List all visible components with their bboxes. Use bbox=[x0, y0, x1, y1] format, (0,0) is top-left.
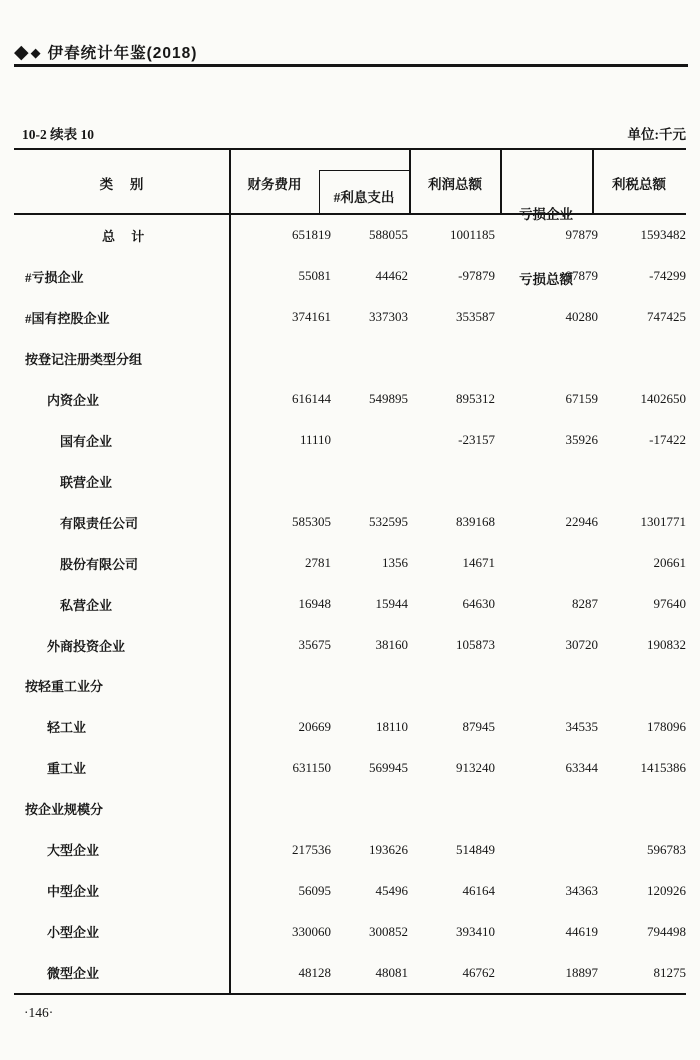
cell-value: 18110 bbox=[375, 718, 408, 734]
diamond-icon-small: ◆ bbox=[30, 44, 42, 60]
row-label: 小型企业 bbox=[47, 925, 100, 941]
table-row bbox=[14, 747, 686, 788]
table-row bbox=[14, 952, 686, 993]
diamond-icon-large: ◆ bbox=[14, 41, 30, 63]
cell-value: -74299 bbox=[649, 268, 686, 284]
loss-header-line2: 亏损总额 bbox=[519, 271, 573, 287]
row-values bbox=[230, 760, 686, 776]
cell-value: 193626 bbox=[369, 841, 408, 857]
cell-value: 374161 bbox=[292, 309, 331, 325]
cell-value: 34535 bbox=[565, 718, 598, 734]
unit-label: 单位:千元 bbox=[627, 127, 686, 142]
cell-value: 300852 bbox=[369, 923, 408, 939]
cell-value: 44462 bbox=[375, 268, 408, 284]
row-values bbox=[230, 555, 686, 571]
column-header-interest-expense: #利息支出 bbox=[333, 190, 395, 205]
cell-value: 178096 bbox=[647, 718, 686, 734]
cell-value: 22946 bbox=[565, 514, 598, 530]
table-bottom-rule bbox=[14, 993, 686, 995]
row-label: 私营企业 bbox=[60, 597, 113, 613]
table-row bbox=[14, 420, 686, 461]
cell-value: 48128 bbox=[298, 964, 331, 980]
row-values bbox=[230, 432, 686, 448]
cell-value: 46164 bbox=[462, 882, 495, 898]
row-label: 股份有限公司 bbox=[60, 556, 139, 572]
cell-value: 18897 bbox=[565, 964, 598, 980]
cell-value: -97879 bbox=[458, 268, 495, 284]
cell-value: 35675 bbox=[298, 637, 331, 652]
row-label: 按登记注册类型分组 bbox=[25, 351, 143, 367]
table-row bbox=[14, 665, 686, 706]
row-values bbox=[230, 227, 686, 243]
row-label: #亏损企业 bbox=[25, 269, 84, 285]
row-label: #国有控股企业 bbox=[25, 310, 110, 326]
cell-value: 549895 bbox=[369, 391, 408, 407]
table-rows bbox=[14, 215, 686, 993]
row-label: 国有企业 bbox=[60, 433, 113, 449]
cell-value: 190832 bbox=[647, 637, 686, 652]
table-row bbox=[14, 829, 686, 870]
cell-value: 217536 bbox=[292, 841, 331, 857]
cell-value: -23157 bbox=[458, 432, 495, 448]
brand-title: 伊春统计年鉴(2018) bbox=[47, 45, 198, 62]
row-values bbox=[230, 391, 686, 407]
row-values bbox=[230, 268, 686, 284]
cell-value: 20661 bbox=[653, 555, 686, 571]
cell-value: 120926 bbox=[647, 882, 686, 898]
cell-value: 87945 bbox=[462, 718, 495, 734]
cell-value: 44619 bbox=[565, 923, 598, 939]
cell-value: 1356 bbox=[382, 555, 408, 571]
row-values bbox=[230, 309, 686, 325]
loss-header-line1: 亏损企业 bbox=[519, 207, 573, 223]
row-label: 联营企业 bbox=[60, 474, 113, 490]
cell-value: 1001185 bbox=[449, 227, 495, 243]
cell-value: 97879 bbox=[565, 268, 598, 284]
row-label: 按轻重工业分 bbox=[25, 679, 104, 695]
row-label: 内资企业 bbox=[47, 392, 100, 408]
row-label: 大型企业 bbox=[47, 843, 100, 859]
table-row bbox=[14, 297, 686, 338]
table-top-rule bbox=[14, 148, 686, 150]
table-row bbox=[14, 256, 686, 297]
page-number: ·146· bbox=[24, 1005, 54, 1020]
cell-value: 588055 bbox=[369, 227, 408, 243]
cell-value: 11110 bbox=[299, 432, 331, 448]
row-values bbox=[230, 883, 686, 899]
cell-value: 585305 bbox=[292, 514, 331, 530]
row-label: 微型企业 bbox=[47, 966, 100, 982]
row-values bbox=[230, 842, 686, 858]
cell-value: 913240 bbox=[456, 759, 495, 775]
cell-value: 895312 bbox=[456, 391, 495, 407]
cell-value: -17422 bbox=[649, 432, 686, 448]
cell-value: 45496 bbox=[375, 882, 408, 898]
cell-value: 1301771 bbox=[640, 514, 686, 530]
row-values bbox=[230, 596, 686, 612]
cell-value: 794498 bbox=[647, 923, 686, 939]
cell-value: 35926 bbox=[565, 432, 598, 448]
cell-value: 2781 bbox=[305, 555, 331, 571]
cell-value: 631150 bbox=[292, 759, 331, 775]
cell-value: 616144 bbox=[292, 391, 331, 407]
column-header-category: 类 别 bbox=[99, 177, 144, 192]
table-row bbox=[14, 215, 686, 256]
cell-value: 532595 bbox=[369, 514, 408, 530]
cell-value: 596783 bbox=[647, 841, 686, 857]
table-row bbox=[14, 911, 686, 952]
cell-value: 63344 bbox=[565, 759, 598, 775]
cell-value: 81275 bbox=[653, 964, 686, 980]
table-row bbox=[14, 870, 686, 911]
cell-value: 569945 bbox=[369, 759, 408, 775]
row-label: 重工业 bbox=[47, 761, 87, 777]
cell-value: 20669 bbox=[298, 718, 331, 734]
cell-value: 651819 bbox=[292, 227, 331, 243]
table-row bbox=[14, 788, 686, 829]
cell-value: 46762 bbox=[462, 964, 495, 980]
row-values bbox=[230, 637, 686, 653]
table-row bbox=[14, 338, 686, 379]
table-row bbox=[14, 584, 686, 625]
row-values bbox=[230, 514, 686, 530]
cell-value: 48081 bbox=[375, 964, 408, 980]
row-values bbox=[230, 965, 686, 981]
table-row bbox=[14, 461, 686, 502]
table-row bbox=[14, 502, 686, 543]
cell-value: 56095 bbox=[298, 882, 331, 898]
cell-value: 55081 bbox=[298, 268, 331, 284]
row-values bbox=[230, 719, 686, 735]
brand-header bbox=[14, 41, 197, 63]
column-header-profit-tax: 利税总额 bbox=[612, 177, 666, 192]
cell-value: 30720 bbox=[565, 637, 598, 652]
cell-value: 14671 bbox=[462, 555, 495, 571]
column-header-finance-expense: 财务费用 bbox=[247, 177, 302, 192]
row-label: 有限责任公司 bbox=[60, 515, 139, 531]
table-caption: 10-2 续表 10 bbox=[22, 127, 94, 142]
cell-value: 97640 bbox=[653, 596, 686, 612]
cell-value bbox=[495, 555, 598, 571]
cell-value: 353587 bbox=[456, 309, 495, 325]
table-row bbox=[14, 379, 686, 420]
row-label: 轻工业 bbox=[47, 720, 87, 736]
cell-value: 839168 bbox=[456, 514, 495, 530]
cell-value: 514849 bbox=[456, 841, 495, 857]
table-row bbox=[14, 706, 686, 747]
cell-value bbox=[495, 842, 598, 858]
cell-value: 38160 bbox=[375, 637, 408, 652]
cell-value: 1402650 bbox=[640, 391, 686, 407]
cell-value: 1593482 bbox=[640, 227, 686, 243]
cell-value bbox=[331, 432, 408, 448]
table-row bbox=[14, 625, 686, 666]
cell-value: 15944 bbox=[375, 596, 408, 612]
cell-value: 16948 bbox=[298, 596, 331, 612]
cell-value: 393410 bbox=[456, 923, 495, 939]
cell-value: 337303 bbox=[369, 309, 408, 325]
brand-rule bbox=[14, 64, 688, 67]
row-label: 按企业规模分 bbox=[25, 802, 104, 818]
cell-value: 8287 bbox=[572, 596, 598, 612]
cell-value: 105873 bbox=[456, 637, 495, 652]
column-header-total-profit: 利润总额 bbox=[428, 177, 482, 192]
cell-value: 97879 bbox=[565, 227, 598, 243]
row-label: 总 计 bbox=[102, 228, 145, 244]
row-values bbox=[230, 924, 686, 940]
cell-value: 1415386 bbox=[640, 759, 686, 775]
row-label: 外商投资企业 bbox=[47, 638, 126, 654]
cell-value: 34363 bbox=[565, 882, 598, 898]
cell-value: 40280 bbox=[565, 309, 598, 325]
cell-value: 330060 bbox=[292, 923, 331, 939]
cell-value: 747425 bbox=[647, 309, 686, 325]
cell-value: 64630 bbox=[462, 596, 495, 612]
table-row bbox=[14, 543, 686, 584]
cell-value: 67159 bbox=[565, 391, 598, 407]
row-label: 中型企业 bbox=[47, 884, 100, 900]
